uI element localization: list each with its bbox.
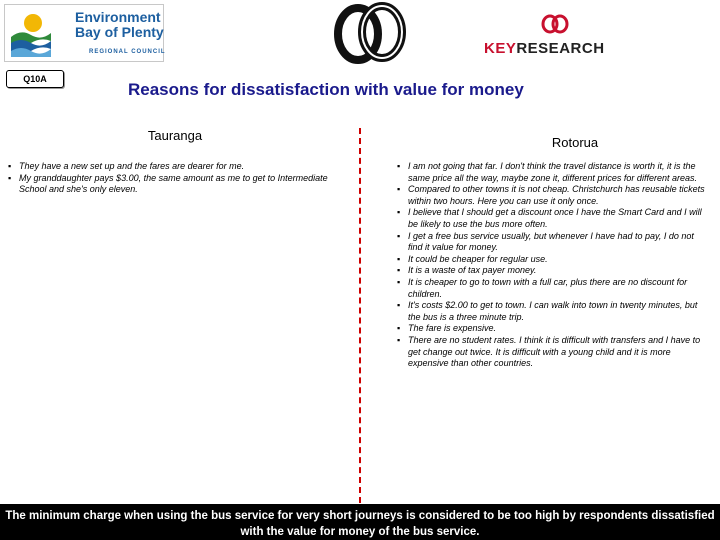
interlocking-rings-icon [330,2,410,64]
list-item: ▪ The fare is expensive. [397,323,705,335]
key-research-wordmark [484,40,605,57]
question-label: Q10A [6,70,64,88]
list-item: ▪ It is a waste of tax payer money. [397,265,705,277]
wordmark-prefix: KEY [484,40,517,57]
tauranga-reasons-list [8,161,348,196]
wave-emblem-icon [11,11,51,57]
mini-rings-icon [538,14,574,34]
key-research-logo [482,12,632,60]
column-divider [359,128,361,503]
list-item: ▪ My granddaughter pays $3.00, the same amount as me to get to Intermediate School and she's only eleven. [8,173,348,196]
list-item: ▪ It's costs $2.00 to get to town. I can walk into town in twenty minutes, but the bus is a three minute trip. [397,300,705,323]
environment-bay-of-plenty-logo [4,4,164,62]
wordmark-suffix: RESEARCH [516,40,605,57]
column-heading-rotorua: Rotorua [551,135,599,150]
summary-footer: The minimum charge when using the bus service for very short journeys is considered to be too high by respondents dissatisfied with the value for money of the bus service. [0,504,720,540]
logo-line-regional-council: REGIONAL COUNCIL [89,49,166,55]
list-item: ▪ It could be cheaper for regular use. [397,254,705,266]
column-heading-tauranga: Tauranga [147,128,203,143]
list-item: ▪ I am not going that far. I don't think the travel distance is worth it, it is the same price all the way, maybe zone it, different prices for different areas. [397,161,705,184]
list-item: ▪ They have a new set up and the fares are dearer for me. [8,161,348,173]
list-item: ▪ I get a free bus service usually, but whenever I have had to pay, I do not find it value for money. [397,231,705,254]
list-item: ▪ I believe that I should get a discount once I have the Smart Card and I will be likely to use the bus more often. [397,207,705,230]
page-title: Reasons for dissatisfaction with value for money [128,80,524,99]
list-item: ▪ Compared to other towns it is not cheap. Christchurch has reusable tickets within two hours. Here you can use it only once. [397,184,705,207]
list-item: ▪ There are no student rates. I think it is difficult with transfers and I have to get change out twice. It is difficult with a young child and it is more expensive than other countries. [397,335,705,370]
list-item: ▪ It is cheaper to go to town with a full car, plus there are no discount for children. [397,277,705,300]
logo-line-environment: Environment [75,9,161,25]
logo-line-bay-of-plenty: Bay of Plenty [75,24,164,40]
rotorua-reasons-list [397,161,705,370]
